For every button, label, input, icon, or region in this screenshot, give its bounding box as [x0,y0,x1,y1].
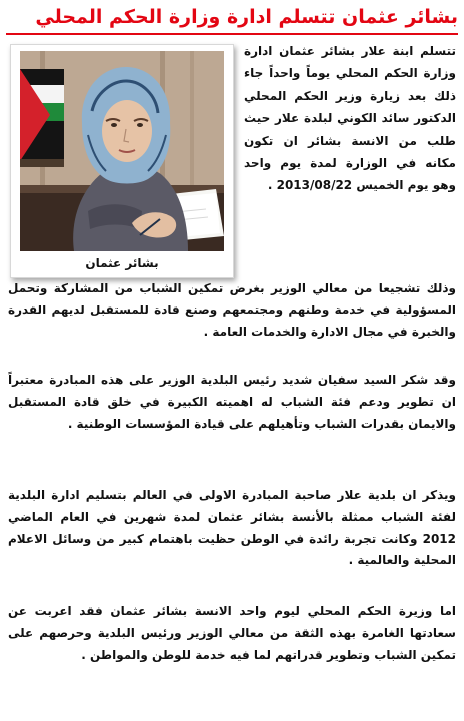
article-photo [20,51,224,251]
article-paragraph-4: ويذكر ان بلدية علار صاحبة المبادرة الاولى في العالم بتسليم ادارة البلدية لفئة الشباب ممثلة بالأنسة بشائر عثمان لمدة شهرين في العام الماضي 2012 وكانت تجربة رائدة في الوطن حظيت باهتمام كبير من وسائل الاعلام المحلية والعالمية . [8,488,456,568]
headline-bar [0,0,464,36]
article-paragraph-1: تتسلم ابنة علار بشائر عثمان ادارة وزارة الحكم المحلي يوماً واحداً جاء ذلك بعد زيارة وزير الحكم المحلي الدكتور سائد الكوني لبلدة علار حيث طلب من الانسة بشائر ان تكون مكانه في الوزارة لمدة يوم واحد وهو يوم الخميس 2013/08/22 . [244,44,456,193]
article-headline: بشائر عثمان تتسلم ادارة وزارة الحكم المحلي [35,6,458,28]
photo-caption: بشائر عثمان [85,256,159,270]
article-paragraph-3: وقد شكر السيد سفيان شديد رئيس البلدية الوزير على هذه المبادرة معتبراً ان تطوير ودعم فئة الشباب له اهميته الكبيرة في خلق قادة المستقبل والايمان بقدرات الشباب وتأهيلهم على قيادة المؤسسات الوطنية . [8,373,456,431]
headline-divider [6,33,458,35]
article-paragraph-5: اما وزيرة الحكم المحلي ليوم واحد الانسة بشائر عثمان فقد اعربت عن سعادتها الغامرة بهذه الثقة من معالي الوزير ورئيس البلدية وحرصهم على تمكين الشباب وتطوير قدراتهم لما فيه خدمة للوطن والمواطن . [8,604,456,662]
article-paragraph-2: وذلك تشجيعا من معالي الوزير بغرض تمكين الشباب من المشاركة وتحمل المسؤولية في خدمة وطنهم ومجتمعهم وصنع قادة للمستقبل لديهم القدرة والخبرة في مجال الادارة والخدمات العامة . [8,281,456,339]
photo-frame [10,44,234,278]
